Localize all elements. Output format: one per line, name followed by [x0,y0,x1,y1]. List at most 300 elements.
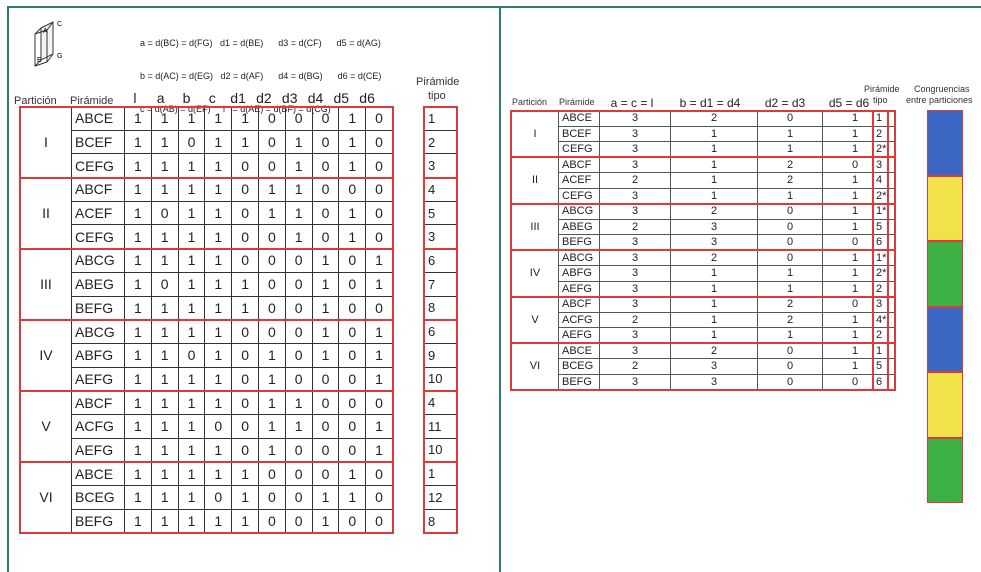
distance-cell: 1 [151,154,178,178]
distance-cell: 0 [366,296,393,320]
distance-cell: 1 [205,320,232,344]
pyramid-name: ACEF [72,201,125,225]
distance-count-cell: 1 [823,111,888,127]
distance-cell: 0 [232,438,259,462]
congruence-swatch [927,110,963,176]
distance-cell: 1 [125,272,152,296]
distance-count-cell: 1 [823,266,888,282]
table-row [21,414,393,438]
distance-cell: 1 [125,509,152,533]
distance-cell: 1 [366,320,393,344]
distance-count-cell: 0 [823,157,888,173]
partition-label: IV [512,250,559,297]
table-row [425,486,457,510]
distance-cell: 1 [205,225,232,249]
pyramid-type: 1 [874,111,895,127]
pyramid-name: ACFG [72,414,125,438]
pyramid-name: CEFG [559,188,600,204]
table-row [21,320,393,344]
congruence-swatch [927,307,963,373]
distance-cell: 0 [205,486,232,510]
pyramid-type: 10 [425,438,457,462]
distance-cell: 1 [339,225,366,249]
pyramid-name: ABFG [72,343,125,367]
distance-cell: 1 [151,486,178,510]
distance-cell: 0 [258,107,285,131]
distance-cell: 0 [232,225,259,249]
cube-diagram [27,18,77,68]
distance-cell: 1 [125,178,152,202]
pyramid-name: ABCE [559,111,600,127]
distance-count-cell: 1 [823,188,888,204]
distance-cell: 0 [258,320,285,344]
distance-cell: 1 [178,154,205,178]
table-row [21,107,393,131]
distance-count-cell: 2 [758,157,823,173]
pyramid-type: 1* [874,204,895,220]
distance-cell: 0 [339,249,366,273]
distance-cell: 1 [178,178,205,202]
left-col-header: a [156,90,165,106]
congruence-swatch [927,241,963,307]
distance-cell: 1 [205,130,232,154]
table-row [425,438,457,462]
distance-cell: 1 [151,462,178,486]
pyramid-name: BCEG [72,486,125,510]
distance-count-cell: 0 [823,235,888,251]
table-row [425,391,457,415]
distance-cell: 0 [285,367,312,391]
distance-cell: 1 [125,438,152,462]
table-row [21,438,393,462]
distance-cell: 0 [232,320,259,344]
distance-count-cell: 2 [671,343,758,359]
distance-cell: 1 [258,391,285,415]
pyramid-name: ACFG [559,312,600,328]
distance-cell: 0 [285,509,312,533]
distance-cell: 0 [232,154,259,178]
table-row [21,201,393,225]
table-row [874,142,895,158]
distance-cell: 1 [205,272,232,296]
pyramid-type: 4* [874,312,895,328]
frame-divider [499,6,501,572]
distance-cell: 0 [366,391,393,415]
right-header-cong-2: entre particiones [906,95,973,105]
distance-cell: 1 [178,249,205,273]
left-col-header: b [182,90,191,106]
table-row [21,367,393,391]
left-col-header: d2 [256,90,272,106]
pyramid-name: BEFG [559,235,600,251]
distance-cell: 0 [312,178,339,202]
distance-cell: 1 [232,130,259,154]
distance-cell: 0 [178,130,205,154]
pyramid-name: ABCF [72,391,125,415]
distance-count-cell: 1 [823,142,888,158]
pyramid-type: 1* [874,250,895,266]
table-row [21,225,393,249]
table-row [425,414,457,438]
table-row [21,154,393,178]
distance-count-cell: 1 [758,281,823,297]
distance-cell: 1 [125,249,152,273]
pyramid-type: 6 [425,320,457,344]
distance-cell: 0 [285,438,312,462]
distance-cell: 0 [285,296,312,320]
distance-cell: 1 [339,462,366,486]
distance-cell: 1 [151,225,178,249]
distance-cell: 0 [339,296,366,320]
left-col-header: d4 [307,90,324,106]
table-row [874,266,895,282]
distance-cell: 0 [312,201,339,225]
distance-cell: 1 [285,154,312,178]
right-header-tipo-2: tipo [873,95,888,105]
distance-cell: 1 [285,178,312,202]
distance-count-cell: 2 [600,312,671,328]
distance-cell: 0 [312,367,339,391]
table-row [512,281,888,297]
distance-cell: 1 [339,486,366,510]
left-col-header: l [133,90,137,106]
left-col-header: d5 [333,90,350,106]
distance-cell: 1 [232,462,259,486]
distance-cell: 1 [205,391,232,415]
distance-cell: 0 [339,178,366,202]
distance-cell: 0 [258,249,285,273]
distance-cell: 1 [232,486,259,510]
right-col-header: d5 = d6 [828,96,870,110]
distance-cell: 1 [125,154,152,178]
pyramid-type: 2 [874,281,895,297]
distance-count-cell: 1 [823,312,888,328]
distance-cell: 0 [312,414,339,438]
table-row [425,462,457,486]
table-row [425,154,457,178]
distance-count-cell: 1 [823,328,888,344]
distance-cell: 1 [125,201,152,225]
pyramid-type: 5 [425,201,457,225]
distance-cell: 1 [285,414,312,438]
left-distance-table [20,106,393,533]
distance-count-cell: 2 [600,219,671,235]
pyramid-name: ABEG [559,219,600,235]
distance-cell: 1 [151,391,178,415]
table-row [512,312,888,328]
pyramid-name: ABCF [559,297,600,313]
distance-count-cell: 3 [671,235,758,251]
distance-count-cell: 3 [600,188,671,204]
distance-count-cell: 3 [600,250,671,266]
distance-cell: 1 [125,391,152,415]
left-tipo-table [424,106,457,533]
distance-count-cell: 3 [600,266,671,282]
distance-cell: 1 [258,178,285,202]
distance-count-cell: 2 [600,359,671,375]
table-row [512,297,888,313]
pyramid-type: 6 [874,374,895,390]
distance-cell: 1 [366,438,393,462]
table-row [425,272,457,296]
pyramid-type: 1 [874,343,895,359]
distance-count-cell: 3 [600,374,671,390]
distance-cell: 1 [366,367,393,391]
table-row [512,328,888,344]
distance-cell: 1 [366,343,393,367]
distance-cell: 1 [151,107,178,131]
distance-cell: 0 [285,320,312,344]
distance-count-cell: 3 [671,219,758,235]
pyramid-type: 6 [874,235,895,251]
table-row [512,173,888,189]
table-row [21,130,393,154]
distance-cell: 1 [258,438,285,462]
distance-count-cell: 1 [671,173,758,189]
distance-cell: 1 [178,201,205,225]
pyramid-name: ABFG [559,266,600,282]
distance-cell: 0 [366,130,393,154]
distance-count-cell: 1 [823,204,888,220]
distance-cell: 1 [258,367,285,391]
table-row [874,111,895,127]
pyramid-name: AEFG [559,281,600,297]
pyramid-type: 10 [425,367,457,391]
table-row [425,107,457,131]
distance-count-cell: 1 [671,328,758,344]
distance-cell: 0 [312,107,339,131]
distance-cell: 0 [285,462,312,486]
table-row [874,173,895,189]
distance-cell: 1 [232,272,259,296]
table-row [21,343,393,367]
distance-count-cell: 1 [758,126,823,142]
distance-count-cell: 3 [600,111,671,127]
pyramid-name: BEFG [72,296,125,320]
pyramid-name: BCEF [559,126,600,142]
pyramid-name: ACEF [559,173,600,189]
pyramid-type: 4 [425,178,457,202]
table-row [512,126,888,142]
pyramid-type: 3 [874,157,895,173]
partition-label: I [21,107,72,178]
left-header-particion: Partición [14,95,57,107]
table-row [512,111,888,127]
distance-cell: 0 [285,343,312,367]
partition-label: V [512,297,559,344]
distance-cell: 0 [285,249,312,273]
table-row [425,130,457,154]
right-header-cong-1: Congruencias [914,84,970,94]
congruence-color-bar [927,110,963,503]
distance-cell: 1 [258,414,285,438]
distance-count-cell: 0 [758,374,823,390]
distance-count-cell: 2 [600,173,671,189]
table-row [425,320,457,344]
distance-cell: 1 [205,462,232,486]
distance-cell: 1 [125,486,152,510]
partition-label: IV [21,320,72,391]
distance-count-cell: 0 [823,374,888,390]
pyramid-type: 1 [425,462,457,486]
distance-count-cell: 3 [600,204,671,220]
distance-cell: 1 [339,201,366,225]
table-row [874,235,895,251]
table-row [425,343,457,367]
distance-cell: 0 [366,201,393,225]
distance-cell: 1 [178,367,205,391]
distance-cell: 0 [232,367,259,391]
distance-count-cell: 3 [600,328,671,344]
table-row [512,343,888,359]
distance-count-cell: 1 [823,173,888,189]
distance-cell: 1 [178,462,205,486]
table-row [874,297,895,313]
table-row [874,250,895,266]
distance-cell: 1 [205,249,232,273]
distance-cell: 1 [312,296,339,320]
partition-label: II [21,178,72,249]
distance-count-cell: 3 [600,235,671,251]
distance-cell: 1 [205,201,232,225]
pyramid-type: 3 [874,297,895,313]
legend-line: c = d(AB) = d(EF) l = d(AE) = d(BF) = d(CG) [140,104,331,114]
table-row [512,157,888,173]
distance-cell: 1 [125,225,152,249]
distance-cell: 0 [339,414,366,438]
distance-count-cell: 3 [600,142,671,158]
table-row [512,204,888,220]
distance-count-cell: 3 [600,126,671,142]
pyramid-type: 5 [874,219,895,235]
distance-cell: 0 [151,272,178,296]
pyramid-name: BCEG [559,359,600,375]
distance-cell: 0 [339,438,366,462]
distance-count-cell: 1 [671,188,758,204]
distance-cell: 1 [125,296,152,320]
distance-cell: 1 [232,296,259,320]
distance-cell: 1 [178,438,205,462]
pyramid-name: ABCG [559,204,600,220]
distance-count-cell: 1 [671,281,758,297]
distance-count-cell: 1 [671,157,758,173]
distance-count-cell: 0 [758,111,823,127]
distance-count-cell: 3 [671,374,758,390]
vertex-e-label: E [37,57,42,64]
distance-cell: 0 [232,201,259,225]
distance-cell: 0 [258,296,285,320]
partition-label: III [21,249,72,320]
table-row [512,359,888,375]
left-header-tipo-2: tipo [428,90,446,102]
distance-cell: 1 [366,249,393,273]
distance-cell: 1 [285,225,312,249]
table-row [512,374,888,390]
distance-cell: 0 [339,272,366,296]
distance-cell: 0 [258,462,285,486]
table-row [874,157,895,173]
right-header-piramide: Pirámide [559,97,595,107]
distance-cell: 1 [205,107,232,131]
pyramid-name: ABCF [559,157,600,173]
distance-cell: 0 [366,486,393,510]
distance-cell: 1 [339,154,366,178]
distance-count-cell: 1 [823,343,888,359]
distance-cell: 1 [205,296,232,320]
partition-label: I [512,111,559,158]
left-col-header: d6 [359,90,375,106]
distance-cell: 1 [151,343,178,367]
distance-cell: 1 [125,367,152,391]
distance-cell: 1 [312,343,339,367]
distance-cell: 1 [205,509,232,533]
distance-count-cell: 2 [671,204,758,220]
table-row [425,249,457,273]
table-row [425,296,457,320]
table-row [874,204,895,220]
distance-cell: 1 [205,438,232,462]
distance-cell: 1 [151,130,178,154]
pyramid-type: 1 [425,107,457,131]
distance-count-cell: 1 [671,142,758,158]
distance-cell: 1 [285,130,312,154]
distance-count-cell: 2 [758,173,823,189]
left-header-tipo-1: Pirámide [416,76,460,88]
distance-cell: 0 [366,154,393,178]
pyramid-name: ABCE [72,107,125,131]
distance-cell: 0 [339,509,366,533]
vertex-g-label: G [57,53,63,60]
table-row [512,266,888,282]
distance-count-cell: 3 [600,281,671,297]
distance-cell: 0 [258,486,285,510]
distance-cell: 0 [285,107,312,131]
table-row [21,178,393,202]
pyramid-type: 3 [425,154,457,178]
pyramid-type: 4 [874,173,895,189]
distance-cell: 0 [366,225,393,249]
distance-cell: 1 [312,320,339,344]
distance-cell: 1 [205,343,232,367]
distance-cell: 1 [151,320,178,344]
pyramid-type: 2* [874,142,895,158]
distance-cell: 1 [232,509,259,533]
distance-cell: 1 [151,249,178,273]
table-row [874,219,895,235]
distance-count-cell: 2 [758,297,823,313]
distance-cell: 0 [232,391,259,415]
pyramid-name: ABCF [72,178,125,202]
table-row [874,126,895,142]
pyramid-type: 8 [425,296,457,320]
table-row [21,272,393,296]
pyramid-type: 12 [425,486,457,510]
left-col-header: c [208,90,216,106]
table-row [874,374,895,390]
distance-cell: 0 [312,391,339,415]
table-row [512,219,888,235]
pyramid-name: AEFG [559,328,600,344]
distance-cell: 0 [178,343,205,367]
table-row [21,296,393,320]
table-row [425,509,457,533]
distance-cell: 1 [339,130,366,154]
pyramid-type: 2* [874,266,895,282]
pyramid-type: 11 [425,414,457,438]
distance-cell: 1 [151,367,178,391]
distance-cell: 0 [258,272,285,296]
distance-cell: 1 [125,462,152,486]
